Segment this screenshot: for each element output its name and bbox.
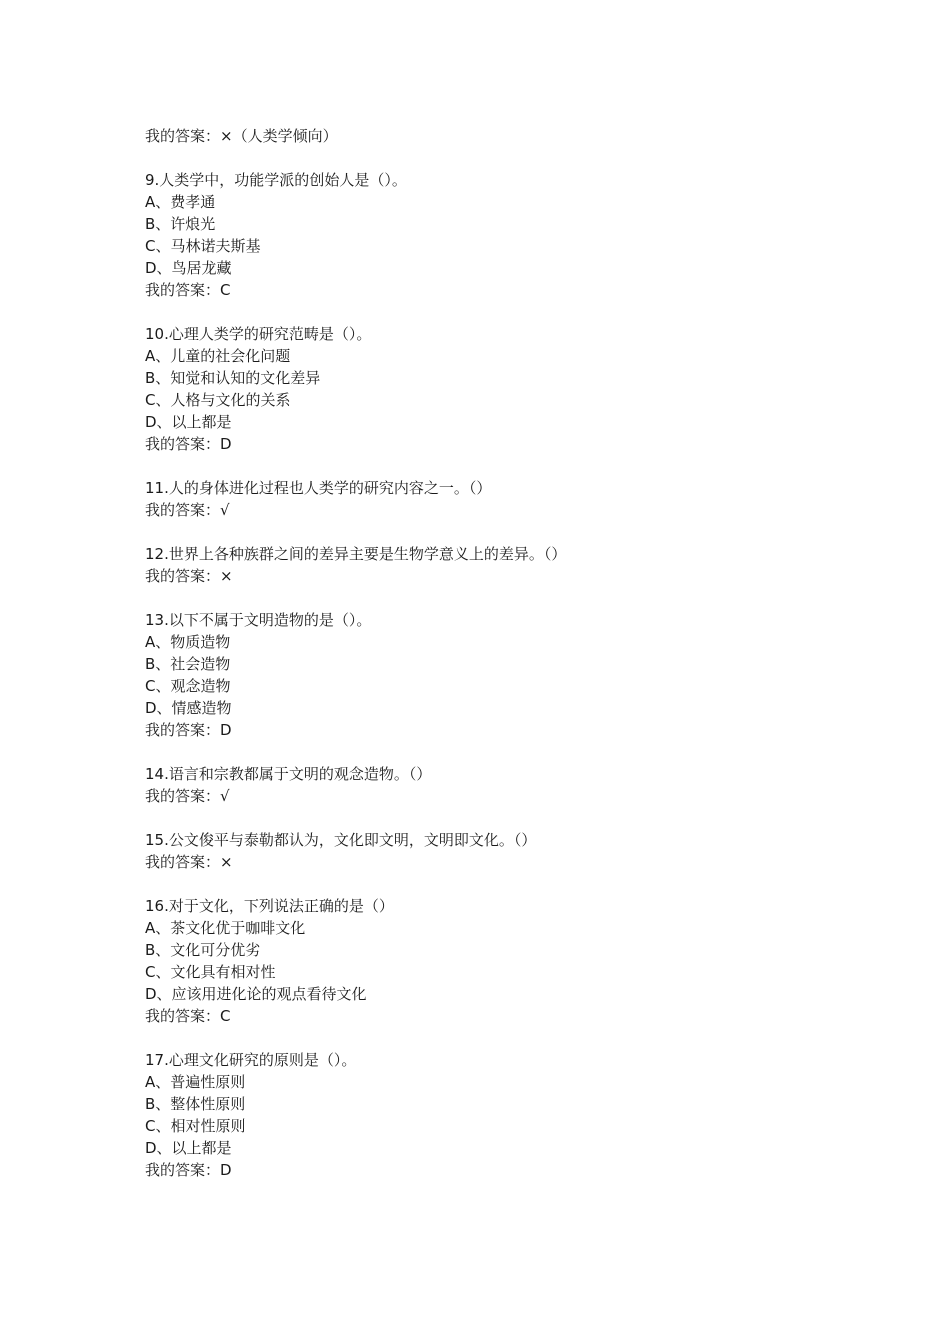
answer-option: B、社会造物 xyxy=(145,655,231,673)
answer-option: D、以上都是 xyxy=(145,413,232,431)
question-text: 11.人的身体进化过程也人类学的研究内容之一。（） xyxy=(145,479,492,497)
answer-option: C、人格与文化的关系 xyxy=(145,391,291,409)
answer-option: D、应该用进化论的观点看待文化 xyxy=(145,985,367,1003)
block-spacer xyxy=(145,147,845,169)
block-spacer xyxy=(145,873,845,895)
question-text: 14.语言和宗教都属于文明的观念造物。（） xyxy=(145,765,432,783)
question-block xyxy=(145,543,845,587)
answer-option: D、以上都是 xyxy=(145,1139,232,1157)
block-spacer xyxy=(145,587,845,609)
my-answer: 我的答案：× xyxy=(145,853,233,871)
question-block xyxy=(145,609,845,741)
question-block xyxy=(145,169,845,301)
block-spacer xyxy=(145,1027,845,1049)
block-spacer xyxy=(145,741,845,763)
my-answer: 我的答案：C xyxy=(145,281,231,299)
answer-option: A、儿童的社会化问题 xyxy=(145,347,291,365)
my-answer: 我的答案：×（人类学倾向） xyxy=(145,127,338,145)
question-text: 17.心理文化研究的原则是（）。 xyxy=(145,1051,357,1069)
question-block xyxy=(145,895,845,1027)
my-answer: 我的答案：D xyxy=(145,721,232,739)
answer-option: D、鸟居龙藏 xyxy=(145,259,232,277)
my-answer: 我的答案：√ xyxy=(145,501,230,519)
question-text: 13.以下不属于文明造物的是（）。 xyxy=(145,611,372,629)
block-spacer xyxy=(145,807,845,829)
question-text: 9.人类学中，功能学派的创始人是（）。 xyxy=(145,171,407,189)
question-block xyxy=(145,323,845,455)
question-block xyxy=(145,477,845,521)
answer-option: B、文化可分优劣 xyxy=(145,941,261,959)
answer-option: B、知觉和认知的文化差异 xyxy=(145,369,321,387)
document-page xyxy=(145,125,845,1181)
answer-option: C、相对性原则 xyxy=(145,1117,246,1135)
question-text: 10.心理人类学的研究范畴是（）。 xyxy=(145,325,372,343)
answer-option: A、物质造物 xyxy=(145,633,231,651)
answer-option: A、普遍性原则 xyxy=(145,1073,246,1091)
my-answer: 我的答案：D xyxy=(145,1161,232,1179)
my-answer: 我的答案：× xyxy=(145,567,233,585)
my-answer: 我的答案：√ xyxy=(145,787,230,805)
question-block xyxy=(145,763,845,807)
question-block xyxy=(145,829,845,873)
my-answer: 我的答案：C xyxy=(145,1007,231,1025)
my-answer: 我的答案：D xyxy=(145,435,232,453)
answer-option: A、费孝通 xyxy=(145,193,216,211)
block-spacer xyxy=(145,301,845,323)
block-spacer xyxy=(145,455,845,477)
answer-option: B、整体性原则 xyxy=(145,1095,246,1113)
answer-option: C、文化具有相对性 xyxy=(145,963,276,981)
question-text: 16.对于文化，下列说法正确的是（） xyxy=(145,897,394,915)
question-text: 12.世界上各种族群之间的差异主要是生物学意义上的差异。（） xyxy=(145,545,567,563)
question-text: 15.公文俊平与泰勒都认为，文化即文明，文明即文化。（） xyxy=(145,831,537,849)
answer-option: A、茶文化优于咖啡文化 xyxy=(145,919,306,937)
block-spacer xyxy=(145,521,845,543)
answer-option: B、许烺光 xyxy=(145,215,216,233)
answer-option: D、情感造物 xyxy=(145,699,232,717)
question-block xyxy=(145,125,845,147)
answer-option: C、马林诺夫斯基 xyxy=(145,237,261,255)
question-block xyxy=(145,1049,845,1181)
answer-option: C、观念造物 xyxy=(145,677,231,695)
